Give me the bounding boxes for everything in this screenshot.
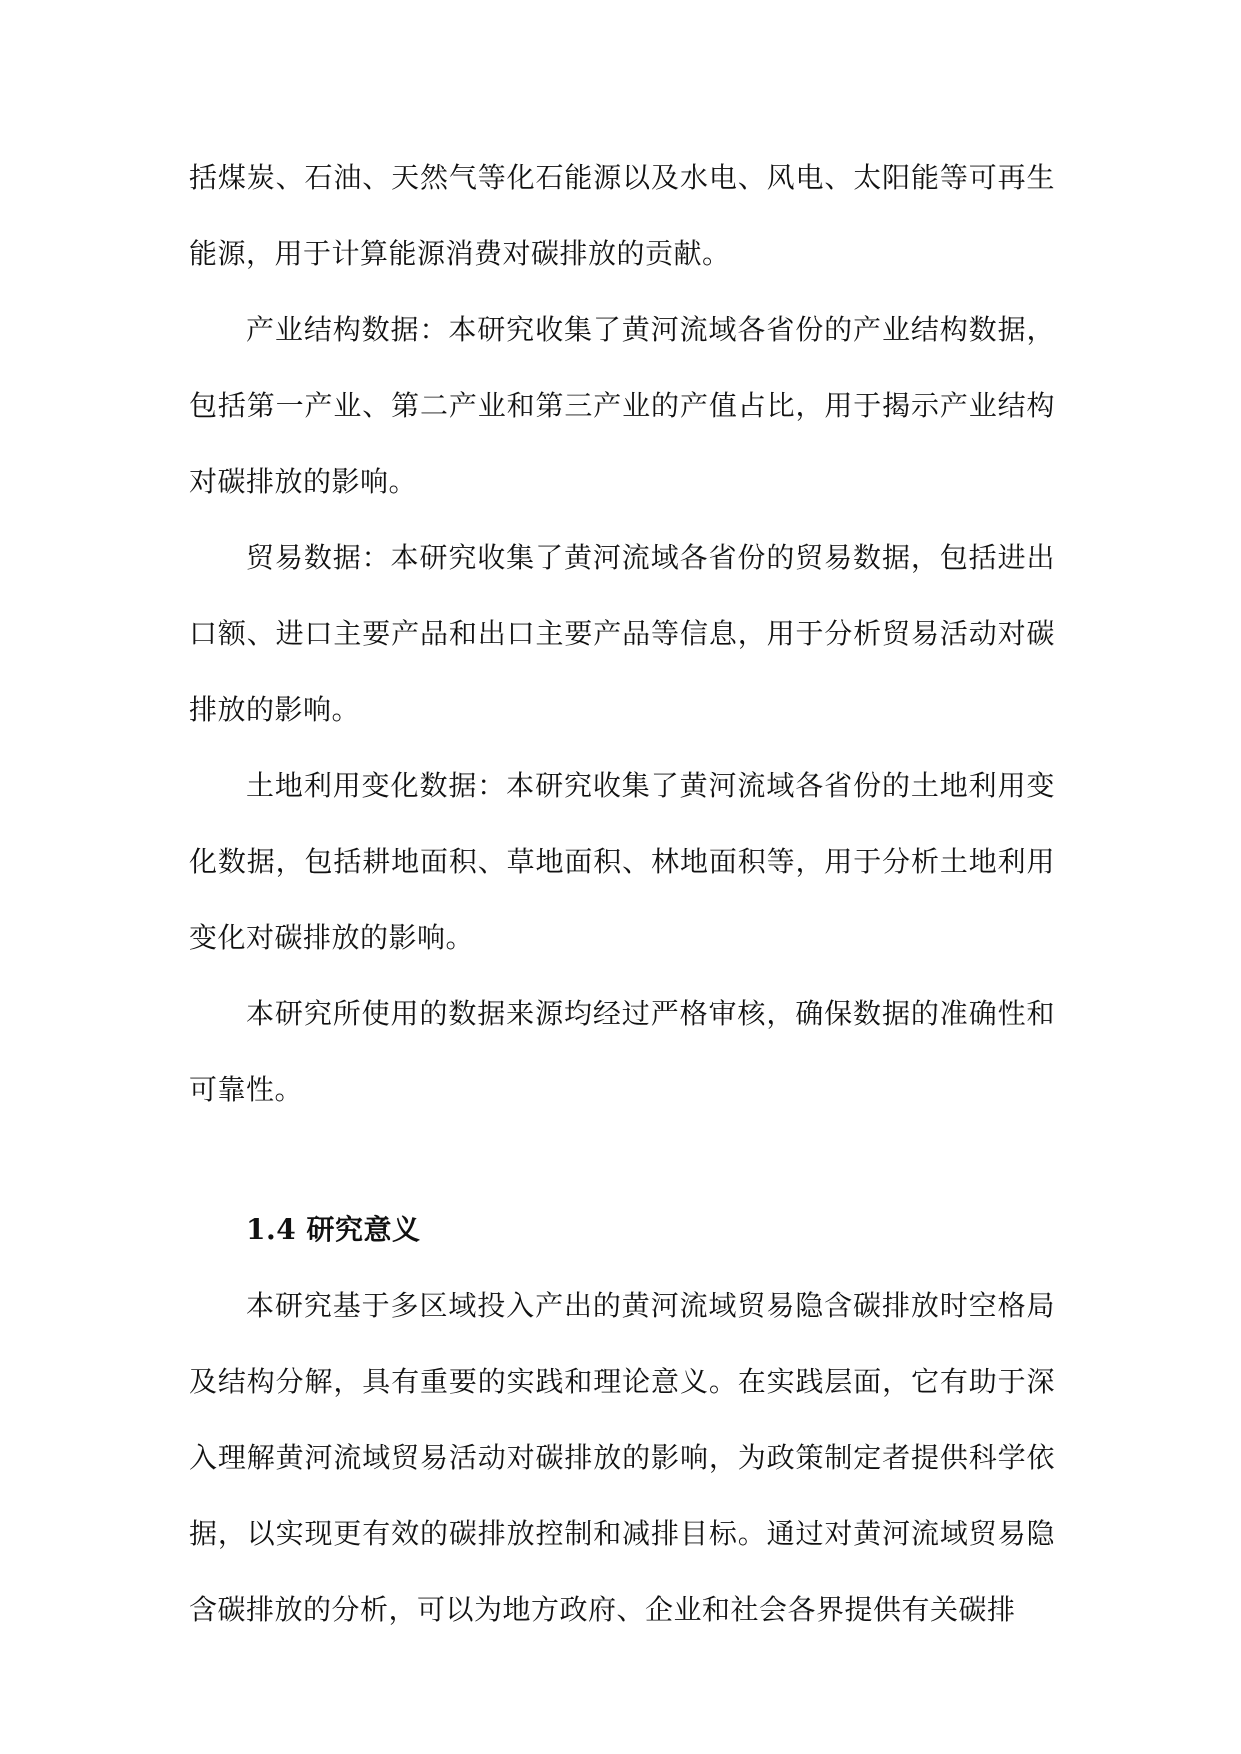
paragraph-data-reliability: 本研究所使用的数据来源均经过严格审核，确保数据的准确性和可靠性。	[189, 997, 1055, 1106]
paragraph-trade-data: 贸易数据：本研究收集了黄河流域各省份的贸易数据，包括进出口额、进口主要产品和出口主要产品等信息，用于分析贸易活动对碳排放的影响。	[189, 541, 1055, 726]
section-heading-research-significance: 1.4 研究意义	[246, 1213, 421, 1246]
paragraph-industry-structure-data: 产业结构数据：本研究收集了黄河流域各省份的产业结构数据，包括第一产业、第二产业和第三产业的产值占比，用于揭示产业结构对碳排放的影响。	[189, 313, 1055, 498]
page-content	[189, 140, 1055, 1648]
paragraph-research-significance: 本研究基于多区域投入产出的黄河流域贸易隐含碳排放时空格局及结构分解，具有重要的实践和理论意义。在实践层面，它有助于深入理解黄河流域贸易活动对碳排放的影响，为政策制定者提供科学依据，以实现更有效的碳排放控制和减排目标。通过对黄河流域贸易隐含碳排放的分析，可以为地方政府、企业和社会各界提供有关碳排	[189, 1289, 1055, 1626]
paragraph-land-use-data: 土地利用变化数据：本研究收集了黄河流域各省份的土地利用变化数据，包括耕地面积、草地面积、林地面积等，用于分析土地利用变化对碳排放的影响。	[189, 769, 1055, 954]
paragraph-energy-data-continued: 括煤炭、石油、天然气等化石能源以及水电、风电、太阳能等可再生能源，用于计算能源消费对碳排放的贡献。	[189, 161, 1055, 270]
